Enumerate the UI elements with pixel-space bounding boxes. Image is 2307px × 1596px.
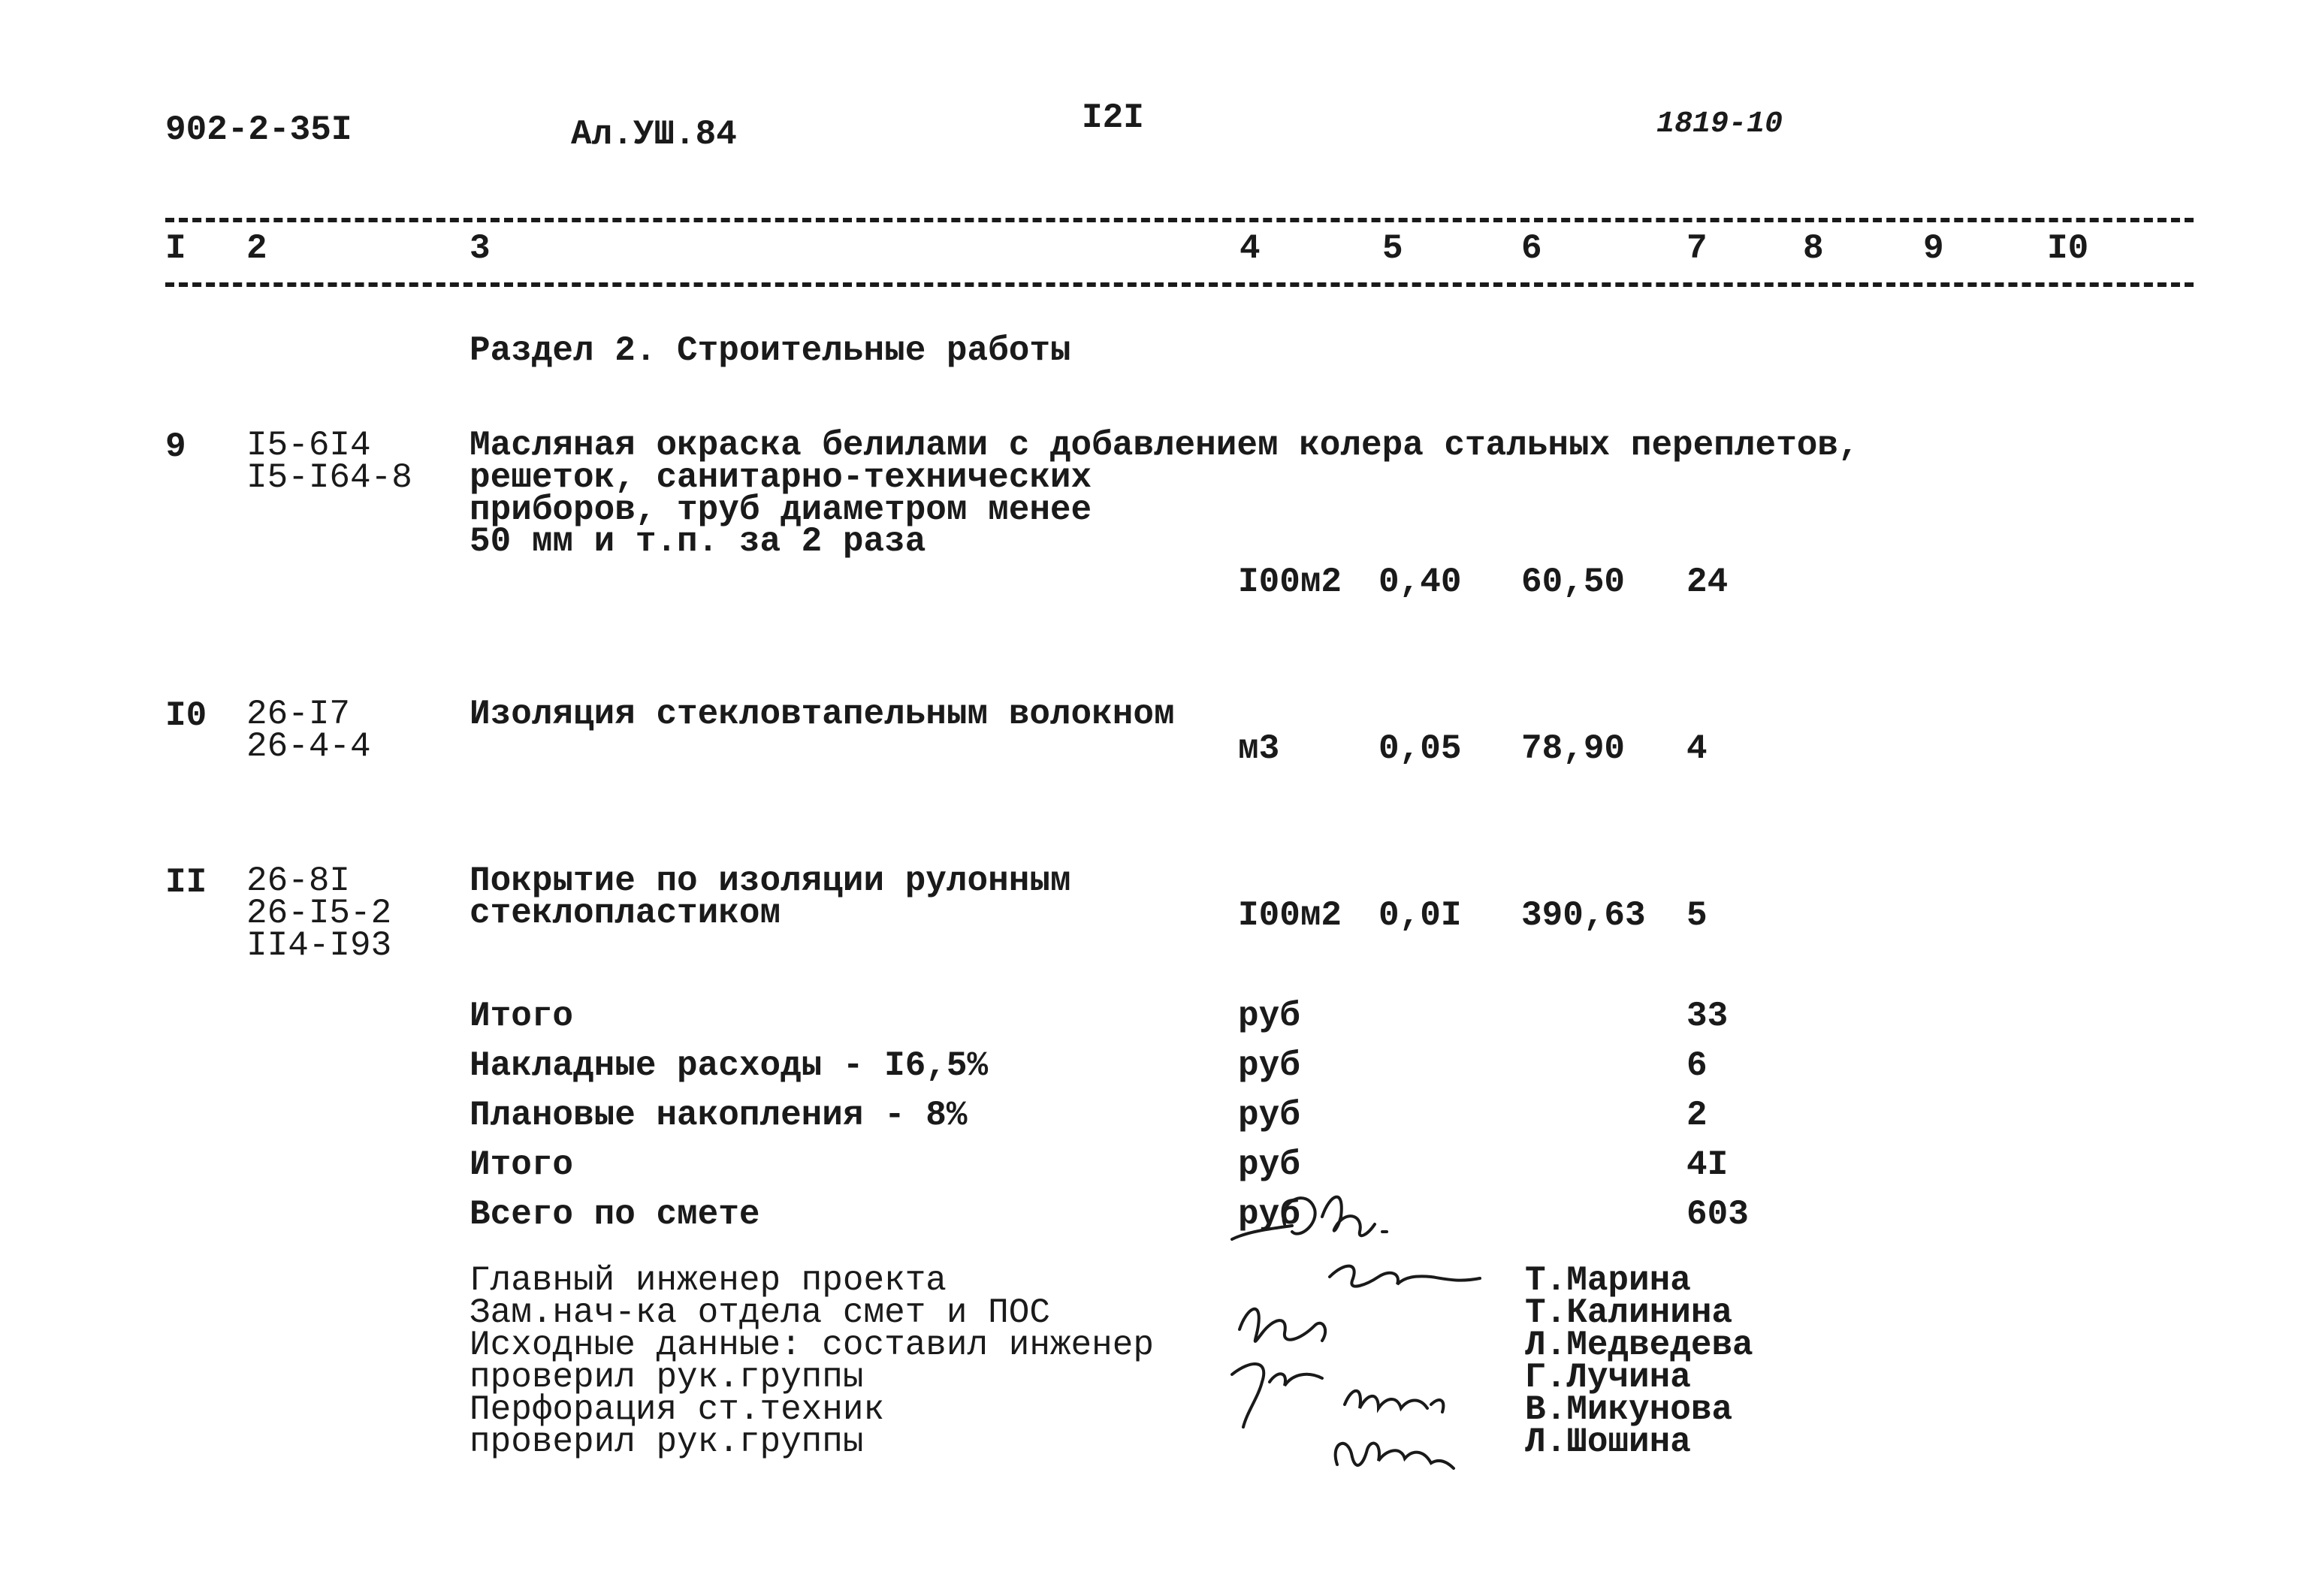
signature-kalinina (1330, 1266, 1480, 1287)
work-description: Изоляция стекловтапельным волокном (470, 695, 1175, 734)
totals-value: 6 (1686, 1046, 1708, 1085)
row-number: II (165, 863, 207, 902)
unit: I00м2 (1238, 563, 1342, 602)
signatory-role: Исходные данные: составил инженер (470, 1326, 1154, 1365)
totals-unit: руб (1238, 1046, 1300, 1085)
price-codes: 26-8I 26-I5-2 II4-I93 (246, 861, 392, 965)
signatory-role: Зам.нач-ка отдела смет и ПОС (470, 1293, 1050, 1332)
signatory-name: Л.Шошина (1525, 1423, 1691, 1462)
signature-medvedeva (1240, 1309, 1325, 1341)
section-title: Раздел 2. Строительные работы (470, 331, 1071, 370)
column-header: 8 (1803, 229, 1824, 268)
signatory-name: Л.Медведева (1525, 1326, 1753, 1365)
quantity: 0,05 (1378, 729, 1462, 768)
row-total: 4 (1686, 729, 1708, 768)
unit-price: 60,50 (1521, 563, 1626, 602)
signatory-name: Т.Калинина (1525, 1293, 1733, 1332)
header-bottom-rule (165, 282, 2194, 287)
row-total: 24 (1686, 563, 1729, 602)
handwritten-signatures (1217, 1179, 1502, 1495)
column-header: I (165, 229, 186, 268)
totals-value: 33 (1686, 997, 1729, 1036)
grand-total-label: Всего по смете (470, 1195, 760, 1234)
column-header: 3 (470, 229, 491, 268)
signatory-role: Главный инженер проекта (470, 1261, 947, 1300)
column-header: 2 (246, 229, 267, 268)
column-header: 7 (1686, 229, 1708, 268)
totals-label: Итого (470, 997, 574, 1036)
album-number: Ал.УШ.84 (571, 115, 737, 154)
header-top-rule (165, 218, 2194, 222)
column-header: 5 (1382, 229, 1403, 268)
price-codes: 26-I7 26-4-4 (246, 695, 371, 766)
page-number: I2I (1082, 98, 1144, 137)
signatory-role: проверил рук.группы (470, 1358, 864, 1397)
signatory-role: проверил рук.группы (470, 1423, 864, 1462)
row-number: 9 (165, 427, 186, 466)
signature-mikunova (1345, 1391, 1443, 1412)
price-codes: I5-6I4 I5-I64-8 (246, 426, 412, 497)
signatory-name: В.Микунова (1525, 1390, 1733, 1429)
quantity: 0,40 (1378, 563, 1462, 602)
work-description: Масляная окраска белилами с добавлением колера стальных переплетов, решеток, санитарно-технических приборов, труб диаметром менее 50 мм и т.п. за 2 раза (470, 426, 1859, 562)
unit: I00м2 (1238, 896, 1342, 935)
signatory-name: Т.Марина (1525, 1261, 1691, 1300)
totals-value: 4I (1686, 1145, 1729, 1184)
signatory-name: Г.Лучина (1525, 1358, 1691, 1397)
grand-total-value: 603 (1686, 1195, 1749, 1234)
row-number: I0 (165, 696, 207, 735)
totals-unit: руб (1238, 1096, 1300, 1135)
unit-price: 390,63 (1521, 896, 1646, 935)
signature-shoshina (1336, 1444, 1454, 1468)
unit: м3 (1238, 729, 1280, 768)
quantity: 0,0I (1378, 896, 1462, 935)
totals-unit: руб (1238, 997, 1300, 1036)
column-header: 6 (1521, 229, 1542, 268)
totals-unit: руб (1238, 1145, 1300, 1184)
column-header: 9 (1923, 229, 1944, 268)
totals-label: Накладные расходы - I6,5% (470, 1046, 989, 1085)
document-code: 902-2-35I (165, 110, 352, 149)
column-header: 4 (1240, 229, 1261, 268)
signature-marina (1232, 1197, 1387, 1239)
row-total: 5 (1686, 896, 1708, 935)
inventory-stamp: 1819-10 (1656, 107, 1783, 141)
totals-label: Итого (470, 1145, 574, 1184)
totals-label: Плановые накопления - 8% (470, 1096, 968, 1135)
unit-price: 78,90 (1521, 729, 1626, 768)
column-header: I0 (2047, 229, 2089, 268)
signature-luchina (1232, 1364, 1322, 1427)
signatory-role: Перфорация ст.техник (470, 1390, 885, 1429)
totals-value: 2 (1686, 1096, 1708, 1135)
work-description: Покрытие по изоляции рулонным стеклопластиком (470, 861, 1071, 933)
grand-total-unit: руб (1238, 1195, 1300, 1234)
